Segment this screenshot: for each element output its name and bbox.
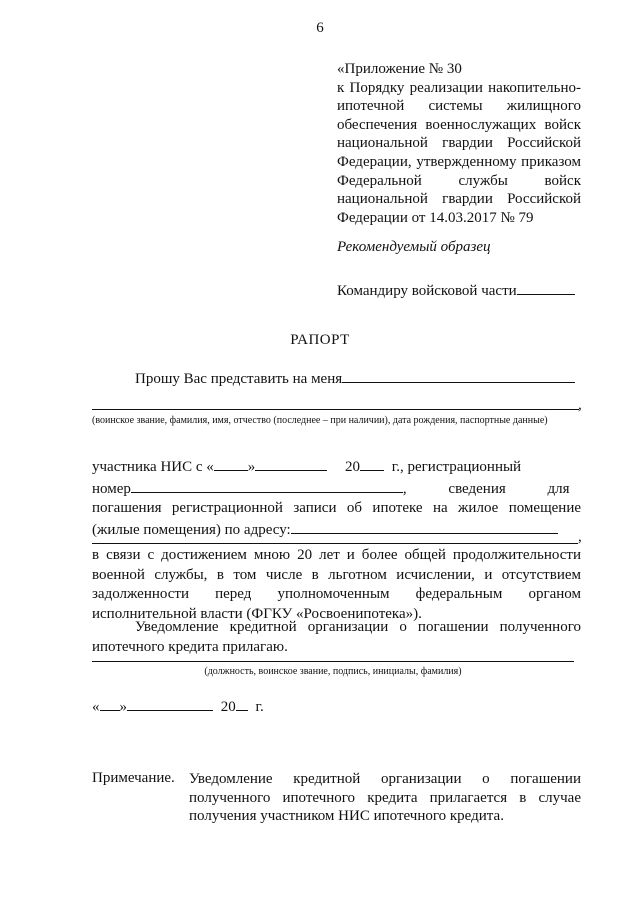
request-line (135, 368, 575, 388)
appendix-line: национальной гвардии Российской (337, 191, 581, 208)
reason-line: в связи с достижением мною 20 лет и более общей продолжительности (92, 547, 581, 563)
appendix-line: Федеральной службы войск (337, 172, 581, 189)
person-details-caption: (воинское звание, фамилия, имя, отчество (последнее – при наличии), дата рождения, паспортные данные) (92, 415, 548, 426)
note-line: Уведомление кредитной организации о погашении (189, 771, 581, 787)
participant-line-4: (жилые помещения) по адресу: (92, 519, 581, 541)
comma-mark: , (578, 529, 582, 545)
year-field[interactable] (360, 456, 384, 471)
addressee-line (337, 280, 575, 300)
appendix-line: «Приложение № 30 (337, 61, 462, 77)
appendix-line: национальной гвардии Российской (337, 135, 581, 152)
address-continuation-field[interactable] (92, 543, 578, 544)
unit-number-field[interactable] (517, 280, 575, 295)
person-name-field[interactable] (342, 368, 575, 383)
reason-line: военной службы, в том числе в льготном исчислении, и отсутствием (92, 566, 581, 583)
note-label: Примечание. (92, 770, 175, 786)
sample-label: Рекомендуемый образец (337, 239, 491, 255)
appendix-line: к Порядку реализации накопительно- (337, 79, 581, 96)
participant-paragraph (92, 456, 581, 541)
person-details-field[interactable] (92, 409, 579, 410)
attachment-line: ипотечного кредита прилагаю. (92, 638, 288, 655)
date-line: « » 20 г. (92, 696, 264, 716)
participant-line-3: погашения регистрационной записи об ипотеке на жилое помещение (92, 500, 581, 517)
reason-paragraph (92, 546, 581, 625)
appendix-line: Федерации от 14.03.2017 № 79 (337, 209, 534, 226)
participant-line-1: участника НИС с « » 20 г., регистрационный (92, 456, 581, 478)
registration-number-field[interactable] (131, 478, 403, 493)
appendix-block (337, 60, 581, 227)
month-field[interactable] (255, 456, 327, 471)
signature-field[interactable] (92, 661, 574, 662)
reason-line: задолженности перед уполномоченным федеральным органом (92, 586, 581, 603)
reason-line: исполнительной власти (ФГКУ «Росвоенипотека»). (92, 606, 422, 623)
address-field[interactable] (291, 519, 558, 534)
document-title: РАПОРТ (290, 332, 350, 348)
note-line: полученного ипотечного кредита прилагается в случае (189, 789, 581, 806)
attachment-line: Уведомление кредитной организации о погашении полученного (135, 619, 581, 635)
signature-month-field[interactable] (127, 696, 213, 711)
attachment-paragraph (92, 618, 581, 657)
appendix-line: обеспечения военнослужащих войск (337, 116, 581, 133)
participant-line-2: номер , сведения для (92, 478, 581, 500)
request-text: Прошу Вас представить на меня (135, 371, 343, 387)
addressee-text: Командиру войсковой части (337, 283, 517, 299)
comma-mark: , (578, 397, 582, 413)
appendix-line: Федерации, утвержденному приказом (337, 153, 581, 170)
page-number: 6 (316, 20, 324, 36)
note-line: получения участником НИС ипотечного кредита. (189, 808, 504, 825)
signature-year-field[interactable] (236, 696, 248, 711)
note-text (189, 770, 581, 826)
appendix-line: ипотечной системы жилищного (337, 98, 581, 115)
signature-day-field[interactable] (100, 696, 120, 711)
signature-caption: (должность, воинское звание, подпись, инициалы, фамилия) (204, 666, 462, 677)
day-field[interactable] (214, 456, 248, 471)
